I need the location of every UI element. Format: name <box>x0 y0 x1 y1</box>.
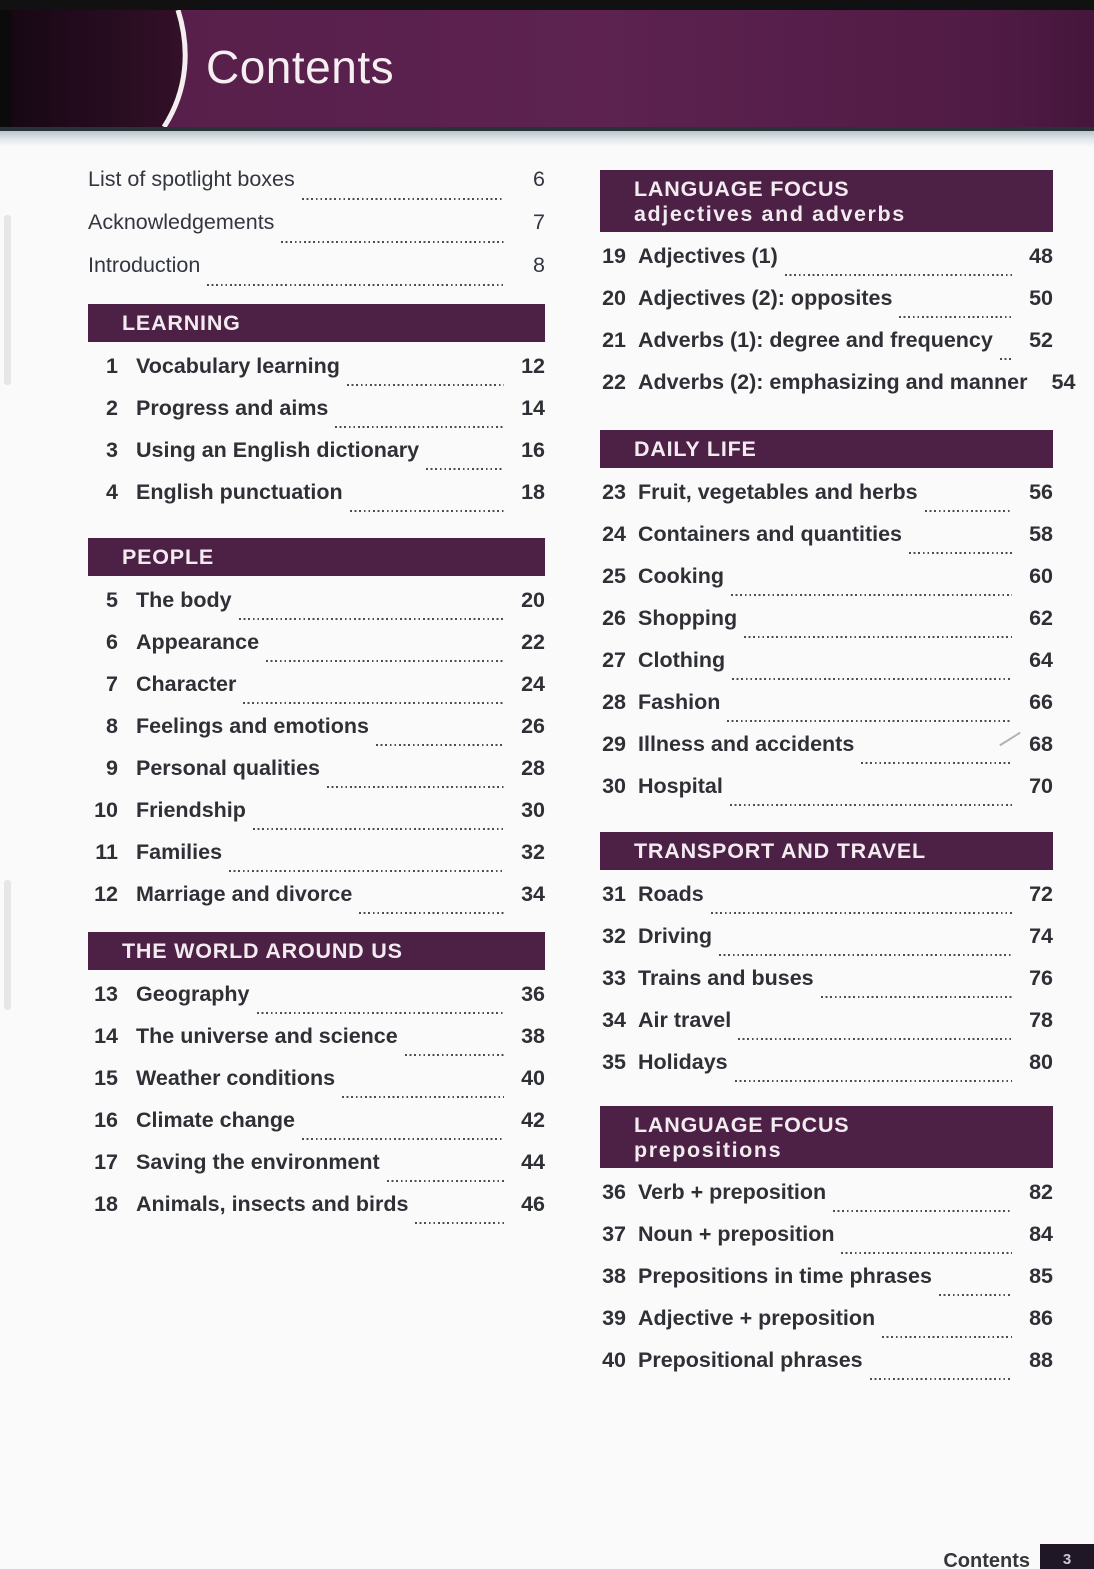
unit-title: The body <box>136 588 232 612</box>
unit-title: Weather conditions <box>136 1066 336 1090</box>
unit-number: 20 <box>602 286 626 310</box>
section-heading-people <box>88 538 545 576</box>
unit-title: Holidays <box>638 1050 728 1074</box>
dotted-leader <box>861 762 1012 764</box>
dotted-leader <box>925 510 1012 512</box>
unit-number: 16 <box>94 1108 118 1132</box>
unit-title: Marriage and divorce <box>136 882 353 906</box>
unit-title: Adverbs (1): degree and frequency <box>638 328 993 352</box>
dotted-leader <box>899 316 1012 318</box>
unit-number: 19 <box>602 244 626 268</box>
entry-page-number: 80 <box>1029 1050 1053 1074</box>
toc-entry <box>88 1150 545 1192</box>
section-heading-world-around-us <box>88 932 545 970</box>
dotted-leader <box>376 744 504 746</box>
dotted-leader <box>841 1252 1012 1254</box>
toc-entry <box>600 1348 1053 1390</box>
scan-edge-smudge <box>4 215 11 385</box>
entry-page-number: 62 <box>1029 606 1053 630</box>
unit-number: 3 <box>106 438 118 462</box>
entry-title: List of spotlight boxes <box>88 167 295 191</box>
toc-entry <box>88 167 545 210</box>
unit-title: Using an English dictionary <box>136 438 420 462</box>
toc-entry <box>600 1222 1053 1264</box>
toc-entry <box>600 924 1053 966</box>
toc-entry <box>88 480 545 522</box>
toc-entry <box>600 1306 1053 1348</box>
unit-number: 32 <box>602 924 626 948</box>
entry-page-number: 42 <box>521 1108 545 1132</box>
page-title: Contents <box>206 40 395 93</box>
section-heading-label: PEOPLE <box>122 544 215 569</box>
dotted-leader <box>347 384 504 386</box>
dotted-leader <box>738 1038 1012 1040</box>
dotted-leader <box>335 426 504 428</box>
entry-page-number: 84 <box>1029 1222 1053 1246</box>
toc-entry <box>600 882 1053 924</box>
entry-page-number: 56 <box>1029 480 1053 504</box>
entry-page-number: 18 <box>521 480 545 504</box>
front-matter-list <box>88 145 545 296</box>
dotted-leader <box>359 912 504 914</box>
toc-entry <box>88 354 545 396</box>
unit-number: 15 <box>94 1066 118 1090</box>
entry-page-number: 12 <box>521 354 545 378</box>
unit-number: 38 <box>602 1264 626 1288</box>
dotted-leader <box>727 720 1012 722</box>
dotted-leader <box>243 702 504 704</box>
dotted-leader <box>405 1054 504 1056</box>
toc-entry <box>88 982 545 1024</box>
unit-title: Adverbs (2): emphasizing and manner <box>638 370 1028 394</box>
unit-title: Fashion <box>638 690 721 714</box>
unit-number: 14 <box>94 1024 118 1048</box>
entry-page-number: 50 <box>1029 286 1053 310</box>
section-heading-learning <box>88 304 545 342</box>
unit-number: 5 <box>106 588 118 612</box>
dotted-leader <box>731 594 1012 596</box>
unit-number: 2 <box>106 396 118 420</box>
dotted-leader <box>415 1222 504 1224</box>
unit-number: 6 <box>106 630 118 654</box>
unit-title: Clothing <box>638 648 726 672</box>
section-heading-label: LEARNING <box>122 310 241 335</box>
toc-entry <box>600 732 1053 774</box>
dotted-leader <box>342 1096 504 1098</box>
section-heading-transport-travel <box>600 832 1053 870</box>
section-items-people <box>88 588 545 924</box>
entry-page-number: 14 <box>521 396 545 420</box>
entry-page-number: 34 <box>521 882 545 906</box>
entry-page-number: 20 <box>521 588 545 612</box>
toc-entry <box>88 1024 545 1066</box>
section-subheading-label: adjectives and adverbs <box>634 202 906 226</box>
unit-number: 12 <box>94 882 118 906</box>
section-heading-label: THE WORLD AROUND US <box>122 938 403 963</box>
dotted-leader <box>870 1378 1012 1380</box>
entry-page-number: 70 <box>1029 774 1053 798</box>
dotted-leader <box>730 804 1012 806</box>
dotted-leader <box>327 786 504 788</box>
toc-entry <box>88 1192 545 1234</box>
unit-number: 25 <box>602 564 626 588</box>
toc-entry <box>600 1008 1053 1050</box>
toc-entry <box>600 328 1053 370</box>
footer-page-number: 3 <box>1062 1551 1072 1568</box>
toc-entry <box>88 1108 545 1150</box>
dotted-leader <box>281 241 504 243</box>
dotted-leader <box>732 678 1012 680</box>
unit-number: 11 <box>95 840 118 864</box>
unit-title: Driving <box>638 924 713 948</box>
dotted-leader <box>821 996 1012 998</box>
toc-entry <box>88 588 545 630</box>
page-footer <box>943 1544 1094 1569</box>
entry-page-number: 38 <box>521 1024 545 1048</box>
entry-page-number: 68 <box>1029 732 1053 756</box>
unit-number: 36 <box>602 1180 626 1204</box>
unit-title: Noun + preposition <box>638 1222 835 1246</box>
dotted-leader <box>939 1294 1012 1296</box>
toc-entry <box>88 630 545 672</box>
dotted-leader <box>239 618 504 620</box>
header-band <box>0 10 1094 127</box>
header-left-strip <box>0 10 12 127</box>
unit-number: 37 <box>602 1222 626 1246</box>
entry-page-number: 30 <box>521 798 545 822</box>
toc-entry <box>88 396 545 438</box>
header-top-black-bar <box>0 0 1094 10</box>
section-items-transport-travel <box>600 882 1053 1092</box>
toc-entry <box>600 480 1053 522</box>
dotted-leader <box>302 198 504 200</box>
section-subheading-label: prepositions <box>634 1138 783 1162</box>
unit-title: Saving the environment <box>136 1150 380 1174</box>
entry-page-number: 64 <box>1029 648 1053 672</box>
dotted-leader <box>426 468 504 470</box>
dotted-leader <box>735 1080 1012 1082</box>
unit-number: 29 <box>602 732 626 756</box>
unit-title: Trains and buses <box>638 966 814 990</box>
dotted-leader <box>882 1336 1012 1338</box>
dotted-leader <box>909 552 1012 554</box>
entry-page-number: 86 <box>1029 1306 1053 1330</box>
header-curve-graphic <box>0 10 200 127</box>
entry-page-number: 6 <box>533 167 545 191</box>
section-heading-label: LANGUAGE FOCUS <box>634 177 850 201</box>
unit-title: Adjective + preposition <box>638 1306 876 1330</box>
entry-page-number: 24 <box>521 672 545 696</box>
unit-number: 23 <box>602 480 626 504</box>
toc-entry <box>88 714 545 756</box>
dotted-leader <box>719 954 1012 956</box>
unit-title: Prepositional phrases <box>638 1348 863 1372</box>
unit-title: Climate change <box>136 1108 295 1132</box>
entry-title: Acknowledgements <box>88 210 275 234</box>
unit-title: Hospital <box>638 774 723 798</box>
unit-title: Cooking <box>638 564 724 588</box>
toc-entry <box>88 756 545 798</box>
section-heading-label: TRANSPORT AND TRAVEL <box>634 838 926 863</box>
unit-title: Progress and aims <box>136 396 329 420</box>
section-items-daily-life <box>600 480 1053 816</box>
left-column <box>88 145 545 1234</box>
toc-entry <box>600 1264 1053 1306</box>
dotted-leader <box>229 870 504 872</box>
entry-page-number: 32 <box>521 840 545 864</box>
entry-page-number: 76 <box>1029 966 1053 990</box>
toc-entry <box>88 672 545 714</box>
entry-page-number: 16 <box>521 438 545 462</box>
footer-section-label: Contents <box>943 1550 1030 1569</box>
entry-page-number: 58 <box>1029 522 1053 546</box>
dotted-leader <box>744 636 1012 638</box>
unit-title: Character <box>136 672 237 696</box>
toc-entry <box>600 690 1053 732</box>
unit-title: Friendship <box>136 798 246 822</box>
dotted-leader <box>302 1138 504 1140</box>
unit-number: 8 <box>106 714 118 738</box>
dotted-leader <box>257 1012 505 1014</box>
unit-number: 28 <box>602 690 626 714</box>
entry-page-number: 8 <box>533 253 545 277</box>
section-heading-label: LANGUAGE FOCUS <box>634 1113 850 1137</box>
entry-page-number: 82 <box>1029 1180 1053 1204</box>
entry-page-number: 66 <box>1029 690 1053 714</box>
toc-entry <box>88 840 545 882</box>
toc-entry <box>88 882 545 924</box>
unit-title: Prepositions in time phrases <box>638 1264 932 1288</box>
section-items-learning <box>88 354 545 522</box>
unit-title: Appearance <box>136 630 260 654</box>
toc-entry <box>88 210 545 253</box>
dotted-leader <box>833 1210 1012 1212</box>
section-items-language-focus-prepositions <box>600 1180 1053 1390</box>
entry-page-number: 74 <box>1029 924 1053 948</box>
unit-title: Vocabulary learning <box>136 354 340 378</box>
toc-entry <box>600 522 1053 564</box>
unit-number: 9 <box>106 756 118 780</box>
toc-entry <box>88 253 545 296</box>
dotted-leader <box>1000 358 1012 360</box>
toc-entry <box>600 286 1053 328</box>
entry-page-number: 40 <box>521 1066 545 1090</box>
unit-number: 13 <box>94 982 118 1006</box>
unit-number: 1 <box>106 354 118 378</box>
unit-number: 10 <box>94 798 118 822</box>
dotted-leader <box>785 274 1012 276</box>
toc-entry <box>600 606 1053 648</box>
section-items-language-focus-adj-adv <box>600 244 1076 412</box>
unit-number: 26 <box>602 606 626 630</box>
entry-title: Introduction <box>88 253 201 277</box>
dotted-leader <box>266 660 504 662</box>
dotted-leader <box>711 912 1012 914</box>
toc-entry <box>600 648 1053 690</box>
section-heading-label: DAILY LIFE <box>634 436 757 461</box>
dotted-leader <box>387 1180 504 1182</box>
dotted-leader <box>350 510 504 512</box>
unit-title: Air travel <box>638 1008 732 1032</box>
unit-title: Shopping <box>638 606 738 630</box>
unit-title: Illness and accidents <box>638 732 855 756</box>
toc-entry <box>88 798 545 840</box>
unit-title: Adjectives (1) <box>638 244 778 268</box>
section-heading-language-focus-prepositions <box>600 1106 1053 1168</box>
entry-page-number: 48 <box>1029 244 1053 268</box>
unit-number: 34 <box>602 1008 626 1032</box>
toc-entry <box>88 1066 545 1108</box>
unit-number: 35 <box>602 1050 626 1074</box>
toc-entry <box>88 438 545 480</box>
unit-title: The universe and science <box>136 1024 398 1048</box>
entry-page-number: 54 <box>1051 370 1076 394</box>
unit-title: Geography <box>136 982 250 1006</box>
unit-number: 40 <box>602 1348 626 1372</box>
footer-page-number-box <box>1040 1544 1094 1569</box>
toc-entry <box>600 966 1053 1008</box>
unit-number: 4 <box>106 480 118 504</box>
entry-page-number: 46 <box>521 1192 545 1216</box>
unit-number: 22 <box>602 370 626 394</box>
unit-title: Feelings and emotions <box>136 714 369 738</box>
toc-entry <box>600 370 1076 412</box>
entry-page-number: 78 <box>1029 1008 1053 1032</box>
unit-title: Adjectives (2): opposites <box>638 286 893 310</box>
scan-edge-smudge <box>4 880 11 1010</box>
unit-title: Families <box>136 840 223 864</box>
dotted-leader <box>253 828 504 830</box>
entry-page-number: 26 <box>521 714 545 738</box>
unit-title: English punctuation <box>136 480 343 504</box>
section-heading-language-focus-adj-adv <box>600 170 1053 232</box>
unit-number: 39 <box>602 1306 626 1330</box>
unit-title: Animals, insects and birds <box>136 1192 409 1216</box>
unit-title: Personal qualities <box>136 756 321 780</box>
entry-page-number: 72 <box>1029 882 1053 906</box>
toc-entry <box>600 564 1053 606</box>
unit-number: 31 <box>602 882 626 906</box>
unit-number: 7 <box>106 672 118 696</box>
toc-entry <box>600 244 1053 286</box>
section-heading-daily-life <box>600 430 1053 468</box>
unit-number: 33 <box>602 966 626 990</box>
entry-page-number: 85 <box>1029 1264 1053 1288</box>
unit-number: 21 <box>602 328 626 352</box>
unit-number: 18 <box>94 1192 118 1216</box>
unit-title: Roads <box>638 882 704 906</box>
entry-page-number: 52 <box>1029 328 1053 352</box>
unit-number: 24 <box>602 522 626 546</box>
entry-page-number: 28 <box>521 756 545 780</box>
toc-entry <box>600 1050 1053 1092</box>
entry-page-number: 22 <box>521 630 545 654</box>
unit-title: Fruit, vegetables and herbs <box>638 480 918 504</box>
unit-title: Verb + preposition <box>638 1180 827 1204</box>
unit-title: Containers and quantities <box>638 522 903 546</box>
entry-page-number: 60 <box>1029 564 1053 588</box>
entry-page-number: 36 <box>521 982 545 1006</box>
entry-page-number: 88 <box>1029 1348 1053 1372</box>
unit-number: 30 <box>602 774 626 798</box>
toc-entry <box>600 1180 1053 1222</box>
entry-page-number: 44 <box>521 1150 545 1174</box>
unit-number: 17 <box>94 1150 118 1174</box>
section-items-world-around-us <box>88 982 545 1234</box>
right-column <box>600 145 1076 1390</box>
unit-number: 27 <box>602 648 626 672</box>
dotted-leader <box>207 284 504 286</box>
entry-page-number: 7 <box>533 210 545 234</box>
toc-entry <box>600 774 1053 816</box>
